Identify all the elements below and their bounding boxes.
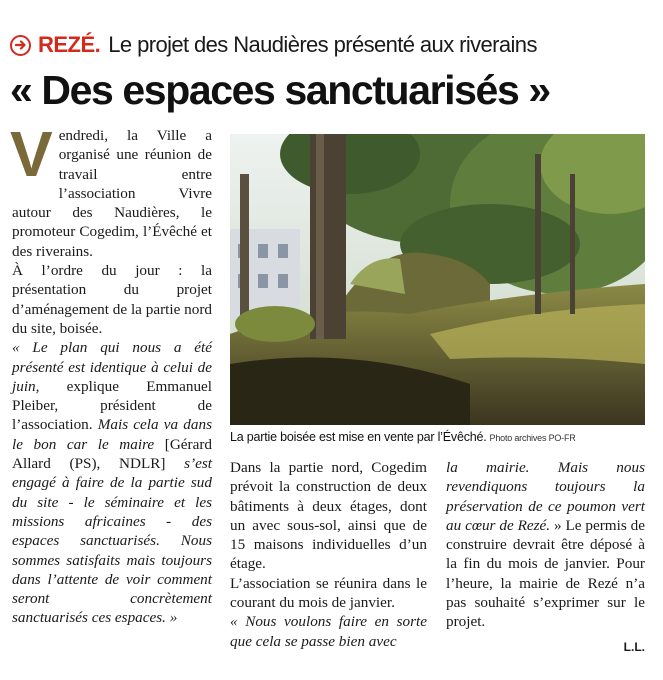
paragraph-quote-2 (230, 612, 427, 651)
quote-italic-2: Mais cela va dans le bon car le maire (12, 416, 212, 453)
article-photo (230, 134, 645, 425)
author-signature: L.L. (623, 640, 645, 654)
paragraph-quote (12, 338, 212, 627)
paragraph-construction: Dans la partie nord, Cogedim prévoit la construction de deux bâtiments à deux étages, dont un avec sous-sol, ainsi que de 15 maisons individuelles d’un étage. (230, 459, 427, 573)
paragraph-quote-2-cont (446, 458, 645, 632)
photo-credit: Photo archives PO-FR (489, 433, 576, 443)
kicker (10, 31, 537, 59)
article-column-middle (230, 458, 427, 651)
paragraph-permit: » Le permis de construire devrait être déposé à la fin du mois de janvier. Pour l’heure, la mairie de Rezé n’a pas souhaité s’exprimer sur le projet. (446, 516, 645, 631)
quote-attribution: explique Emmanuel Pleiber, président de l’association. (12, 377, 212, 434)
quote-italic-1: « Le plan qui nous a été présenté est identique à celui de juin, (12, 339, 212, 395)
photo-caption (230, 430, 650, 444)
dropcap: V (10, 118, 53, 190)
quote2-italic-start: « Nous voulons faire en sorte que cela se passe bien avec (230, 613, 427, 650)
paragraph-meeting: L’association se réunira dans le courant du mois de janvier. (230, 574, 427, 612)
paragraph-agenda: À l’ordre du jour : la présentation du projet d’aménagement de la partie nord du site, boisée. (12, 262, 212, 337)
intro-text: endredi, la Ville a organisé une réunion de travail entre l’association Vivre autour des Naudières, le promoteur Cogedim, l’Évêché et des riverains. (12, 127, 212, 260)
headline: « Des espaces sanctuarisés » (10, 67, 550, 113)
quote-italic-3: s’est engagé à faire de la partie sud du site - le séminaire et les missions africaines - des espaces sanctuarisés. Nous sommes satisfaits mais toujours dans l’attente de voir comment seront concrètement sanctuarisés ces espaces. » (12, 455, 212, 627)
arrow-right-circle-icon (10, 35, 31, 56)
paragraph-intro (10, 118, 212, 261)
quote-note: [Gérard Allard (PS), NDLR] (12, 435, 212, 473)
article-column-right (446, 458, 645, 632)
kicker-text: Le projet des Naudières présenté aux riverains (108, 32, 537, 57)
caption-text: La partie boisée est mise en vente par l’Évêché. (230, 430, 487, 444)
kicker-city: REZÉ. (38, 32, 101, 57)
article-column-left (10, 118, 212, 628)
quote2-italic-end: la mairie. Mais nous revendiquons toujours la préservation de ce poumon vert au cœur de Rezé. (446, 459, 645, 534)
